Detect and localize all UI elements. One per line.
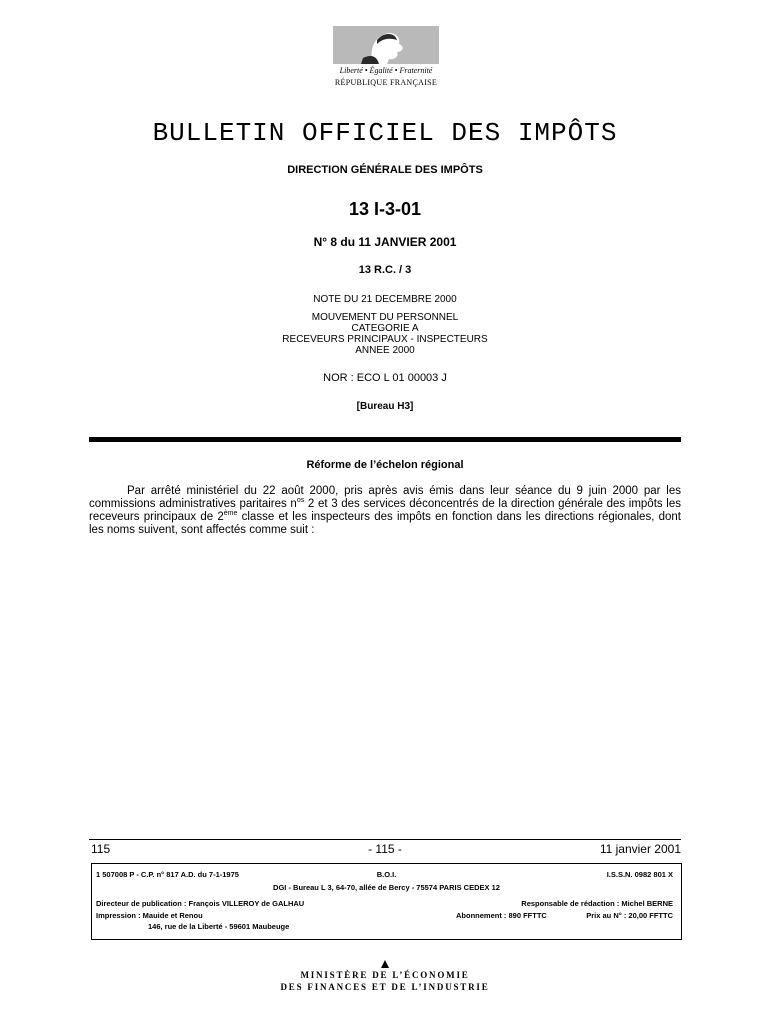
- note-date: NOTE DU 21 DECEMBRE 2000: [313, 294, 457, 305]
- paragraph-text: 2 et 3 des services déconcentrés de la direction générale des impôts les receveurs principaux de 2: [89, 498, 682, 523]
- footer-divider: [89, 839, 681, 840]
- imprint-editor: Responsable de rédaction : Michel BERNE: [521, 899, 673, 908]
- subject-line: RECEVEURS PRINCIPAUX - INSPECTEURS: [282, 334, 488, 345]
- imprint-printing: Impression : Mauide et Renou: [96, 911, 203, 920]
- superscript: os: [296, 497, 305, 504]
- imprint-subscription: Abonnement : 890 FFTTC: [456, 911, 547, 920]
- imprint-address: DGI - Bureau L 3, 64-70, allée de Bercy - 75574 PARIS CEDEX 12: [273, 883, 500, 892]
- subject-line: CATEGORIE A: [351, 323, 419, 334]
- paragraph-text: Par arrêté ministériel du 22 août 2000, pris après avis émis dans leur séance du 9 juin 2000 par les commissions administratives paritaires n: [89, 485, 681, 510]
- ministry-line: DES FINANCES ET DE L’INDUSTRIE: [280, 982, 490, 992]
- republic-name: RÉPUBLIQUE FRANÇAISE: [334, 78, 438, 87]
- bureau-label: [Bureau H3]: [356, 401, 414, 412]
- paragraph-text: classe et les inspecteurs des impôts en fonction dans les directions régionales, dont les noms suivent, sont affectés comme suit :: [89, 511, 681, 536]
- imprint-director: Directeur de publication : François VILLEROY de GALHAU: [96, 899, 305, 908]
- rc-code: 13 R.C. / 3: [358, 264, 412, 276]
- subject-line: MOUVEMENT DU PERSONNEL: [311, 312, 459, 323]
- page-number-center: - 115 -: [368, 842, 402, 856]
- bulletin-title: BULLETIN OFFICIEL DES IMPÔTS: [152, 118, 618, 148]
- page-date: 11 janvier 2001: [599, 842, 681, 856]
- issue-number: N° 8 du 11 JANVIER 2001: [313, 235, 457, 249]
- marianne-emblem: [333, 26, 439, 64]
- imprint-cp: 1 507008 P - C.P. n° 817 A.D. du 7-1-1975: [96, 870, 239, 879]
- nor-reference: NOR : ECO L 01 00003 J: [323, 372, 447, 384]
- imprint-box: [91, 863, 682, 940]
- imprint-price: Prix au N° : 20,00 FFTTC: [586, 911, 673, 920]
- imprint-boi: B.O.I.: [376, 870, 397, 879]
- subject-block: [0, 312, 770, 356]
- body-paragraph: [89, 485, 681, 537]
- direction-label: DIRECTION GÉNÉRALE DES IMPÔTS: [287, 164, 483, 176]
- page-number-left: 115: [91, 842, 111, 856]
- subject-line: ANNEE 2000: [355, 345, 415, 356]
- ministry-line: MINISTÈRE DE L’ÉCONOMIE: [300, 970, 470, 980]
- superscript: ème: [223, 510, 238, 517]
- ministry-name: [0, 969, 770, 993]
- section-title: Réforme de l’échelon régional: [306, 459, 464, 471]
- republic-motto: Liberté • Égalité • Fraternité: [339, 66, 433, 75]
- marianne-logo: [333, 26, 439, 90]
- section-divider: [89, 437, 681, 442]
- marianne-profile-icon: [333, 26, 439, 64]
- imprint-printer-address: 146, rue de la Liberté - 59601 Maubeuge: [148, 922, 290, 931]
- reference-number: 13 I-3-01: [348, 199, 422, 219]
- ministry-triangle-icon: [381, 960, 389, 968]
- imprint-issn: I.S.S.N. 0982 801 X: [606, 870, 673, 879]
